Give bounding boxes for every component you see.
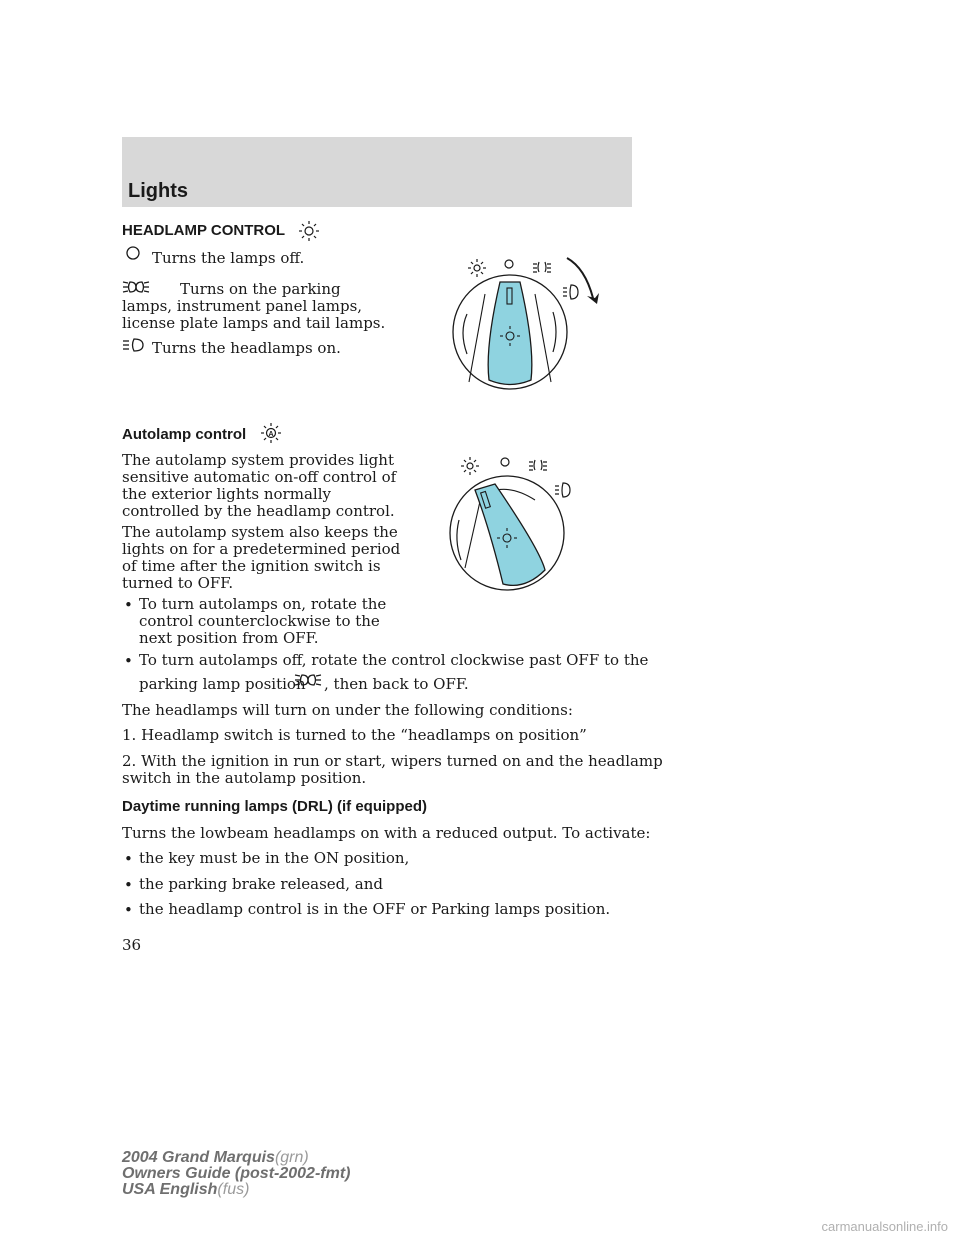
condition-2-line1: 2. With the ignition in run or start, wipers turned on and the headlamp bbox=[122, 752, 663, 770]
drl-item: the headlamp control is in the OFF or Parking lamps position. bbox=[139, 900, 611, 918]
drl-heading: Daytime running lamps (DRL) (if equipped) bbox=[122, 798, 428, 815]
autolamp-b1-line3: next position from OFF. bbox=[139, 629, 319, 647]
footer-line-2 bbox=[122, 1166, 350, 1182]
headlamps-description: Turns the headlamps on. bbox=[152, 339, 341, 357]
headlamp-beam-icon bbox=[122, 337, 150, 353]
off-circle-icon bbox=[124, 246, 142, 260]
autolamp-p1-line2: sensitive automatic on-off control of bbox=[122, 468, 397, 486]
conditions-intro: The headlamps will turn on under the following conditions: bbox=[122, 701, 573, 719]
headlamp-control-title: HEADLAMP CONTROL bbox=[122, 222, 286, 239]
footer-guide: Owners Guide (post-2002-fmt) bbox=[122, 1165, 351, 1182]
autolamp-b2-line1: To turn autolamps off, rotate the control clockwise past OFF to the bbox=[139, 651, 649, 669]
headlamp-control-heading bbox=[122, 222, 285, 239]
section-header-band bbox=[122, 137, 632, 207]
autolamp-b2-line2a: parking lamp position bbox=[139, 675, 306, 693]
bullet-marker: • bbox=[124, 652, 133, 670]
footer-model-code: (grn) bbox=[274, 1149, 309, 1166]
autolamp-b1-line1: To turn autolamps on, rotate the bbox=[139, 595, 387, 613]
autolamp-title: Autolamp control bbox=[122, 426, 247, 443]
footer-lang-code: (fus) bbox=[217, 1181, 250, 1198]
headlamp-sun-icon bbox=[298, 220, 320, 242]
svg-text:A: A bbox=[268, 431, 274, 438]
footer-line-3 bbox=[122, 1182, 350, 1198]
autolamp-heading bbox=[122, 426, 246, 443]
autolamp-p1-line1: The autolamp system provides light bbox=[122, 451, 394, 469]
parking-line-3: license plate lamps and tail lamps. bbox=[122, 314, 386, 332]
page-number: 36 bbox=[122, 936, 142, 954]
autolamp-p2-line4: turned to OFF. bbox=[122, 574, 234, 592]
parking-lamp-inline-icon bbox=[294, 672, 322, 688]
autolamp-b2-line2b: , then back to OFF. bbox=[324, 675, 469, 693]
condition-2-line2: switch in the autolamp position. bbox=[122, 769, 367, 787]
bullet-marker: • bbox=[124, 850, 133, 868]
autolamp-knob-diagram bbox=[445, 450, 585, 592]
autolamp-icon bbox=[260, 422, 282, 444]
autolamp-p2-line2: lights on for a predetermined period bbox=[122, 540, 401, 558]
section-title: Lights bbox=[128, 180, 188, 202]
autolamp-b1-line2: control counterclockwise to the bbox=[139, 612, 380, 630]
drl-intro: Turns the lowbeam headlamps on with a reduced output. To activate: bbox=[122, 824, 651, 842]
drl-item: the key must be in the ON position, bbox=[139, 849, 410, 867]
autolamp-p2-line3: of time after the ignition switch is bbox=[122, 557, 381, 575]
parking-lamp-icon bbox=[122, 279, 150, 295]
footer-model: 2004 Grand Marquis bbox=[122, 1149, 275, 1166]
bullet-marker: • bbox=[124, 596, 133, 614]
autolamp-p1-line3: the exterior lights normally bbox=[122, 485, 331, 503]
watermark: carmanualsonline.info bbox=[821, 1219, 948, 1234]
parking-line-1: Turns on the parking bbox=[180, 280, 341, 298]
bullet-marker: • bbox=[124, 901, 133, 919]
condition-1: 1. Headlamp switch is turned to the “headlamps on position” bbox=[122, 726, 587, 744]
off-description: Turns the lamps off. bbox=[152, 249, 305, 267]
footer-lang: USA English bbox=[122, 1181, 218, 1198]
autolamp-p1-line4: controlled by the headlamp control. bbox=[122, 502, 395, 520]
drl-item: the parking brake released, and bbox=[139, 875, 383, 893]
parking-line-2: lamps, instrument panel lamps, bbox=[122, 297, 363, 315]
footer-line-1 bbox=[122, 1150, 350, 1166]
bullet-marker: • bbox=[124, 876, 133, 894]
headlamp-knob-diagram-on bbox=[445, 252, 620, 392]
autolamp-p2-line1: The autolamp system also keeps the bbox=[122, 523, 398, 541]
document-footer bbox=[122, 1150, 350, 1198]
